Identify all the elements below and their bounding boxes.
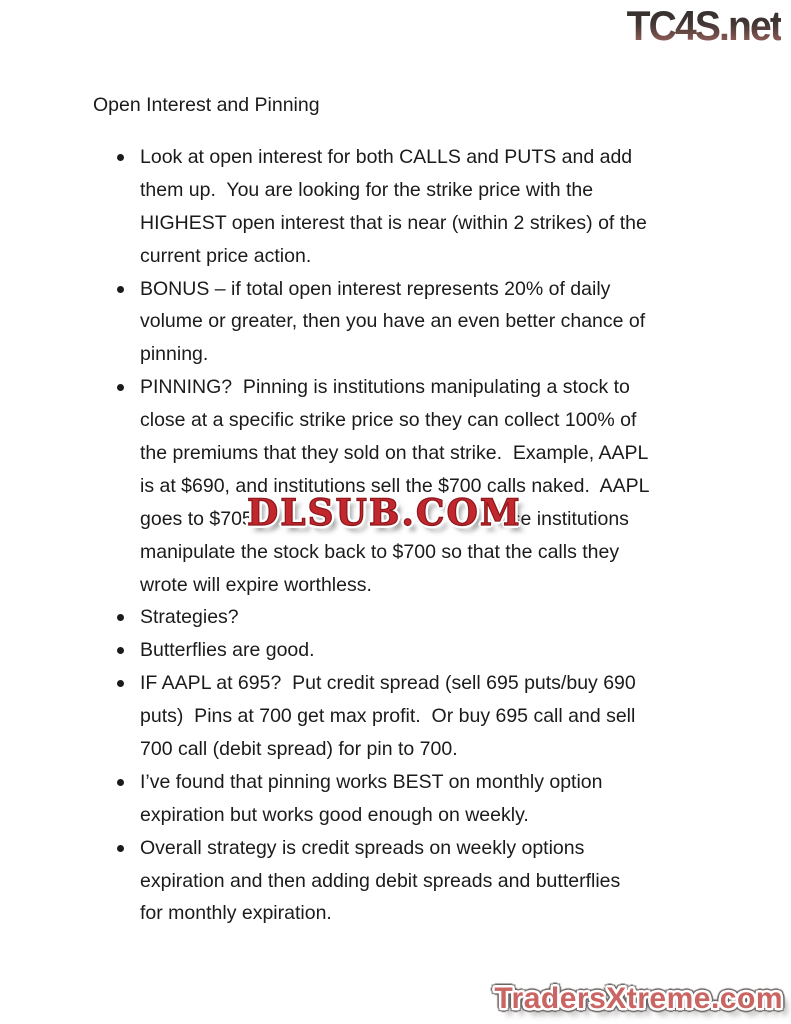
bullet-line: 700 call (debit spread) for pin to 700. <box>140 738 458 761</box>
bullet-line: puts) Pins at 700 get max profit. Or buy 695 call and sell <box>140 705 636 728</box>
bullet-line: Look at open interest for both CALLS and PUTS and add <box>140 146 633 168</box>
obscured-line-before: goes to $705 <box>140 507 253 530</box>
bullet-line: expiration but works good enough on weekly. <box>140 803 529 826</box>
bullet-list <box>113 141 733 930</box>
bullet-line: manipulate the stock back to $700 so that the calls they <box>140 540 620 563</box>
bullet-line: them up. You are looking for the strike price with the <box>140 178 594 201</box>
tradersxtreme-logo: TradersXtreme.com <box>494 982 783 1015</box>
bullet-dot-icon <box>117 680 124 687</box>
bullet-line: IF AAPL at 695? Put credit spread (sell 695 puts/buy 690 <box>140 672 636 695</box>
bullet-item <box>113 601 733 634</box>
bullet-line: pinning. <box>140 343 209 366</box>
bullet-line: Strategies? <box>140 606 239 629</box>
bullet-line: wrote will expire worthless. <box>140 573 372 596</box>
bullet-line: Overall strategy is credit spreads on weekly options <box>140 836 585 859</box>
bullet-item <box>113 832 733 931</box>
tc4s-net-logo: TC4S.net <box>626 2 781 49</box>
bullet-dot-icon <box>117 154 124 161</box>
page-title: Open Interest and Pinning <box>93 94 320 116</box>
bullet-dot-icon <box>117 286 124 293</box>
bullet-dot-icon <box>117 779 124 786</box>
bullet-line: current price action. <box>140 244 312 267</box>
bullet-item <box>113 766 733 832</box>
bullet-dot-icon <box>117 647 124 654</box>
bullet-line: the premiums that they sold on that strike. Example, AAPL <box>140 442 649 465</box>
bullet-dot-icon <box>117 845 124 852</box>
bullet-item <box>113 371 733 601</box>
bullet-item <box>113 667 733 766</box>
bullet-dot-icon <box>117 384 124 391</box>
bullet-line: Butterflies are good. <box>140 639 315 662</box>
obscured-line-after: se institutions <box>510 507 629 530</box>
bullet-line: I’ve found that pinning works BEST on monthly option <box>140 770 603 793</box>
bullet-line: is at $690, and institutions sell the $700 calls naked. AAPL <box>140 474 650 497</box>
bullet-line: PINNING? Pinning is institutions manipulating a stock to <box>140 376 630 399</box>
bullet-item <box>113 634 733 667</box>
bullet-line: for monthly expiration. <box>140 902 332 925</box>
bullet-item <box>113 141 733 273</box>
dlsub-watermark: DLSUB.COM <box>247 492 522 534</box>
bullet-line: volume or greater, then you have an even better chance of <box>140 310 646 333</box>
bullet-line: BONUS – if total open interest represents 20% of daily <box>140 277 611 300</box>
bullet-line: close at a specific strike price so they can collect 100% of <box>140 409 637 432</box>
bullet-item <box>113 273 733 372</box>
bullet-line: HIGHEST open interest that is near (within 2 strikes) of the <box>140 211 647 234</box>
bullet-line: expiration and then adding debit spreads and butterflies <box>140 869 621 892</box>
bullet-dot-icon <box>117 614 124 621</box>
